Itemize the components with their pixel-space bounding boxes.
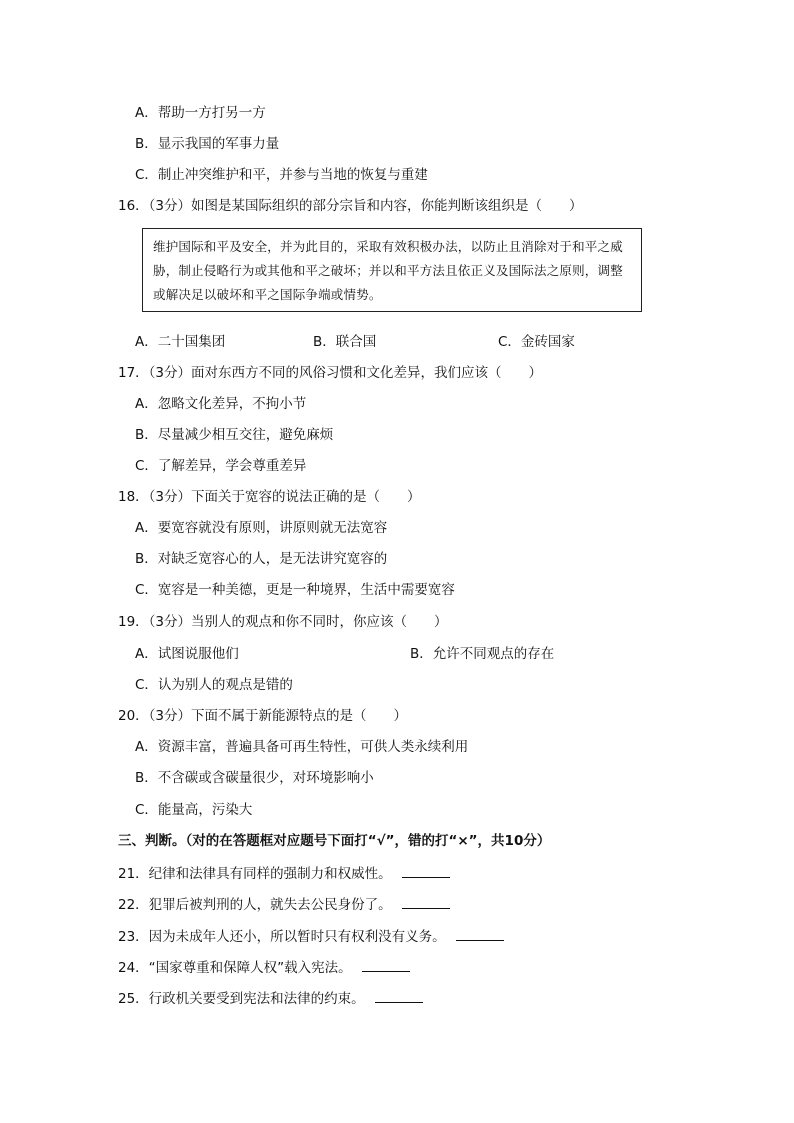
- q22-answer-blank[interactable]: [402, 894, 450, 909]
- q21-answer-blank[interactable]: [402, 863, 450, 878]
- q24-answer-blank[interactable]: [362, 957, 410, 972]
- q17-stem: 17．（3分）面对东西方不同的风俗习惯和文化差异，我们应该（ ）: [118, 365, 543, 381]
- q15-option-b: B．显示我国的军事力量: [135, 136, 280, 152]
- q25-line: [118, 988, 423, 1008]
- q21-text: 21．纪律和法律具有同样的强制力和权威性。: [118, 866, 392, 882]
- q22-line: [118, 894, 450, 914]
- q16-option-c: C．金砖国家: [498, 334, 575, 350]
- q20-option-a: A．资源丰富，普遍具备可再生特性，可供人类永续利用: [135, 739, 469, 755]
- q18-stem: 18．（3分）下面关于宽容的说法正确的是（ ）: [118, 489, 421, 505]
- section-3-heading: 三、判断。（对的在答题框对应题号下面打“√”，错的打“×”，共10分）: [118, 833, 551, 849]
- q24-line: [118, 957, 410, 977]
- q25-text: 25．行政机关要受到宪法和法律的约束。: [118, 991, 365, 1007]
- q15-option-a: A．帮助一方打另一方: [135, 105, 266, 121]
- q25-answer-blank[interactable]: [375, 988, 423, 1003]
- q19-option-c: C．认为别人的观点是错的: [135, 677, 293, 693]
- q18-option-c: C．宽容是一种美德，更是一种境界，生活中需要宽容: [135, 582, 455, 598]
- q17-option-c: C．了解差异，学会尊重差异: [135, 458, 307, 474]
- q22-text: 22．犯罪后被判刑的人，就失去公民身份了。: [118, 897, 392, 913]
- q23-line: [118, 926, 504, 946]
- q19-stem: 19．（3分）当别人的观点和你不同时，你应该（ ）: [118, 614, 448, 630]
- q16-quote-text: 维护国际和平及安全，并为此目的，采取有效积极办法，以防止且消除对于和平之威胁，制止侵略行为或其他和平之破坏；并以和平方法且依正义及国际法之原则，调整或解决足以破坏和平之国际争端或情势。: [153, 239, 623, 302]
- q17-option-a: A．忽略文化差异，不拘小节: [135, 396, 307, 412]
- q23-text: 23．因为未成年人还小，所以暂时只有权利没有义务。: [118, 929, 446, 945]
- q20-option-c: C．能量高，污染大: [135, 802, 253, 818]
- q16-quote-box: [142, 228, 642, 312]
- q16-stem: 16．（3分）如图是某国际组织的部分宗旨和内容，你能判断该组织是（ ）: [118, 198, 583, 214]
- q23-answer-blank[interactable]: [456, 926, 504, 941]
- q20-stem: 20．（3分）下面不属于新能源特点的是（ ）: [118, 708, 408, 724]
- q18-option-a: A．要宽容就没有原则，讲原则就无法宽容: [135, 520, 388, 536]
- q16-option-b: B．联合国: [313, 334, 377, 350]
- q16-option-a: A．二十国集团: [135, 334, 226, 350]
- q17-option-b: B．尽量减少相互交往，避免麻烦: [135, 427, 334, 443]
- q19-option-a: A．试图说服他们: [135, 646, 239, 662]
- q20-option-b: B．不含碳或含碳量很少，对环境影响小: [135, 770, 374, 786]
- q18-option-b: B．对缺乏宽容心的人，是无法讲究宽容的: [135, 551, 388, 567]
- q24-text: 24．“国家尊重和保障人权”载入宪法。: [118, 960, 352, 976]
- q21-line: [118, 863, 450, 883]
- q19-option-b: B．允许不同观点的存在: [410, 646, 555, 662]
- q15-option-c: C．制止冲突维护和平，并参与当地的恢复与重建: [135, 167, 428, 183]
